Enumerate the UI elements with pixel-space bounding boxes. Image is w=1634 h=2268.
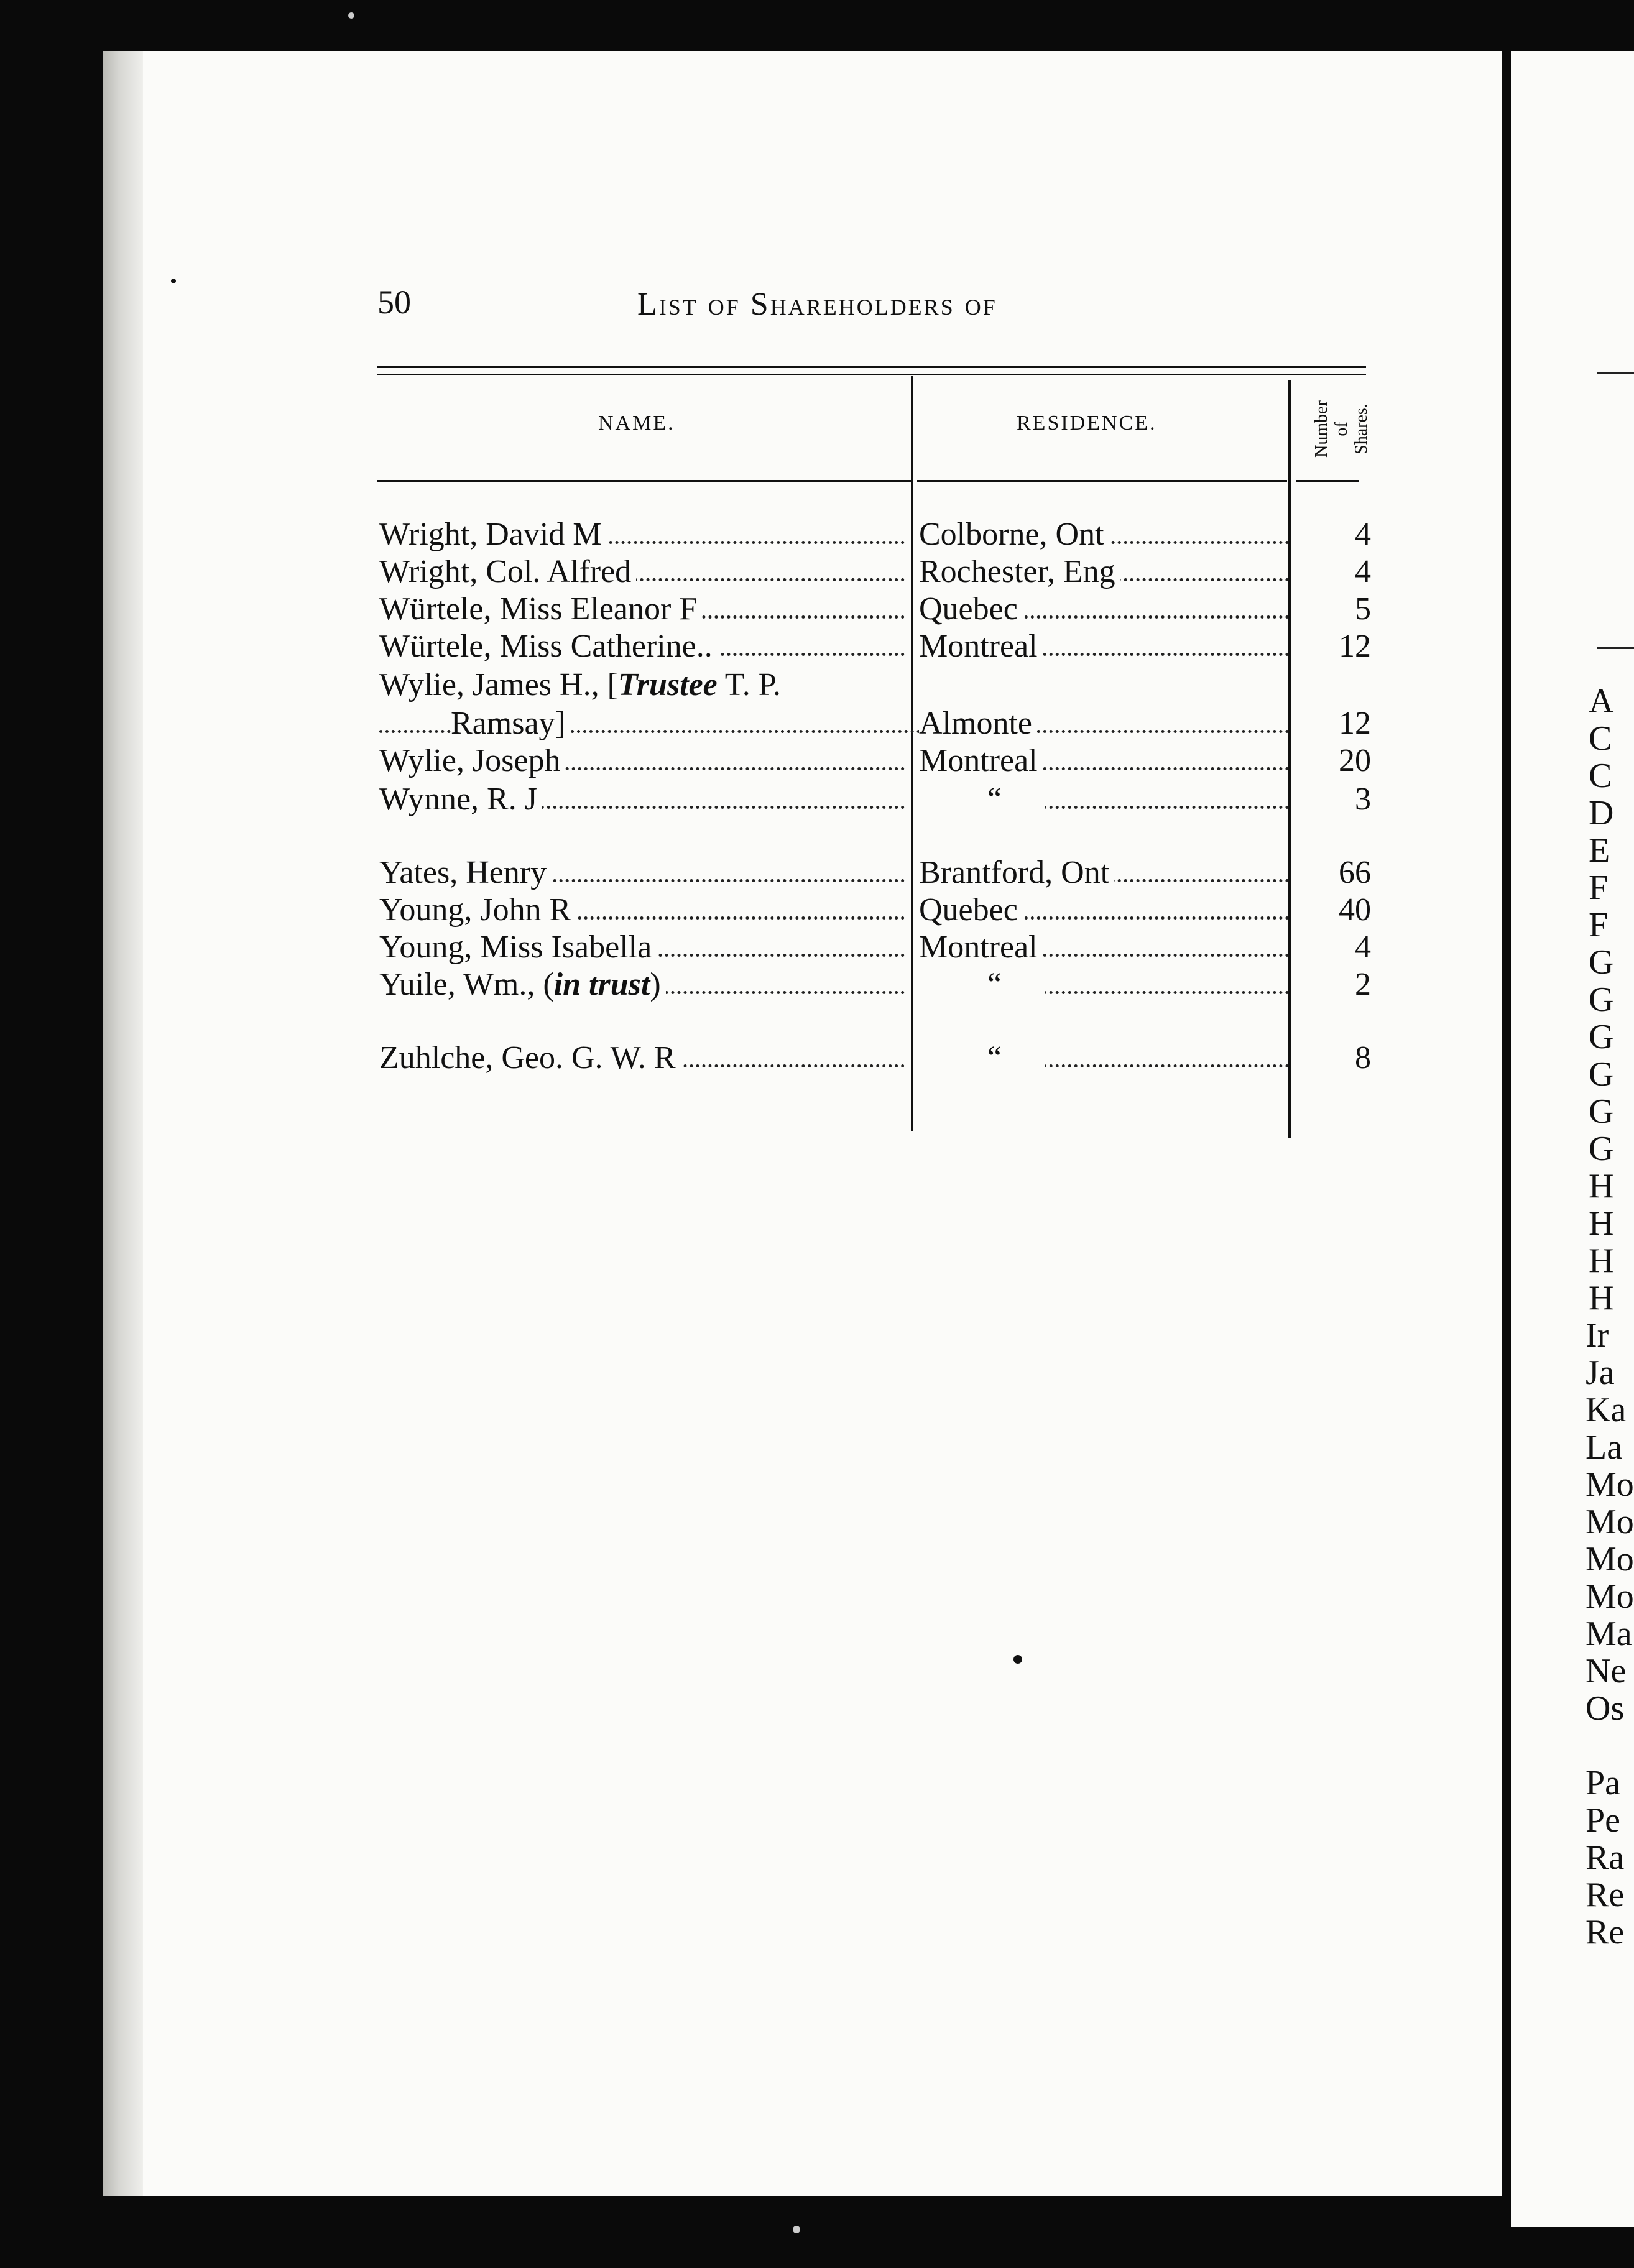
facing-page-letter: Re	[1586, 1913, 1625, 1952]
shareholder-name: Young, Miss Isabella	[379, 929, 905, 966]
table-row	[0, 929, 1634, 966]
shareholder-residence: Montreal	[919, 929, 1289, 966]
facing-page-letter: Ja	[1586, 1353, 1615, 1392]
facing-page-letter: G	[1589, 1055, 1614, 1094]
column-header-shares	[1306, 385, 1374, 472]
shares-header-line: Shares.	[1352, 403, 1371, 454]
facing-page-letter: C	[1589, 757, 1612, 795]
left-page	[103, 51, 1502, 2196]
facing-page-letter: Pe	[1586, 1801, 1620, 1840]
facing-page-letter: G	[1589, 1018, 1614, 1056]
header-rule-bottom-shares	[1296, 480, 1359, 482]
facing-page-letter: Mo	[1586, 1540, 1634, 1579]
table-row	[0, 705, 1634, 742]
shareholder-residence: Montreal	[919, 742, 1289, 779]
page-gutter-shadow	[103, 51, 143, 2196]
table-row	[0, 966, 1634, 1003]
shareholder-residence: “	[919, 966, 1289, 1003]
facing-page-letter: H	[1589, 1279, 1614, 1317]
table-row	[0, 854, 1634, 892]
facing-page-letter: A	[1589, 682, 1614, 721]
facing-page-letter: Mo	[1586, 1503, 1634, 1541]
shareholder-name: Yuile, Wm., (in trust)	[379, 966, 905, 1003]
share-count: 5	[1355, 591, 1371, 627]
facing-page-letter: E	[1589, 831, 1610, 870]
shareholder-name: Zuhlche, Geo. G. W. R	[379, 1040, 905, 1076]
facing-page-letter: G	[1589, 943, 1614, 982]
facing-page-letter: Ne	[1586, 1652, 1627, 1690]
header-rule-bottom-name	[377, 480, 912, 482]
shares-header-line: Number	[1312, 400, 1331, 458]
table-row	[0, 892, 1634, 929]
facing-page-letter: Ka	[1586, 1391, 1627, 1429]
facing-page-letter: Ra	[1586, 1838, 1625, 1877]
table-row	[0, 781, 1634, 818]
facing-page-letter: Pa	[1586, 1764, 1620, 1802]
page-number: 50	[377, 284, 411, 321]
table-row	[0, 1040, 1634, 1077]
shareholder-residence: Rochester, Eng	[919, 553, 1289, 590]
shareholder-name: Ramsay]	[379, 705, 976, 742]
shareholder-name: Wright, David M	[379, 516, 905, 553]
shares-header-line: of	[1332, 422, 1351, 436]
table-row	[0, 516, 1634, 553]
speck	[793, 2226, 800, 2233]
share-count: 12	[1339, 629, 1371, 664]
shareholder-residence: Quebec	[919, 591, 1289, 627]
shareholder-residence: Almonte	[919, 705, 1289, 742]
facing-page-letter: D	[1589, 794, 1614, 832]
table-row	[0, 742, 1634, 780]
facing-page-letter: Ir	[1586, 1316, 1609, 1355]
facing-page-letter: Mo	[1586, 1465, 1634, 1504]
shareholder-name: Wylie, Joseph	[379, 742, 905, 779]
shareholder-name: Wright, Col. Alfred	[379, 553, 905, 590]
facing-page-letter: F	[1589, 906, 1609, 944]
column-header-residence: RESIDENCE.	[1017, 412, 1157, 435]
share-count: 40	[1339, 892, 1371, 928]
speck	[348, 12, 354, 19]
shareholder-name: Yates, Henry	[379, 854, 905, 891]
share-count: 3	[1355, 781, 1371, 817]
shareholder-name: Wylie, James H., [Trustee T. P.	[379, 666, 905, 703]
facing-page-letter: H	[1589, 1204, 1614, 1243]
speck	[1013, 1655, 1022, 1664]
shareholder-residence: Colborne, Ont	[919, 516, 1289, 553]
share-count: 2	[1355, 967, 1371, 1002]
facing-page-letter: Os	[1586, 1689, 1625, 1728]
table-row	[0, 553, 1634, 591]
shareholder-name: Wynne, R. J	[379, 781, 905, 818]
shareholder-name: Würtele, Miss Eleanor F	[379, 591, 905, 627]
shareholder-residence: “	[919, 1040, 1289, 1076]
facing-page-letter: H	[1589, 1167, 1614, 1205]
facing-page-rule	[1597, 372, 1634, 374]
share-count: 4	[1355, 929, 1371, 965]
share-count: 8	[1355, 1040, 1371, 1076]
shareholder-name: Young, John R	[379, 892, 905, 928]
table-row	[0, 666, 1634, 704]
speck	[171, 279, 176, 284]
shareholder-name: Würtele, Miss Catherine..	[379, 628, 905, 665]
column-header-name: NAME.	[598, 412, 675, 435]
facing-page-letter: G	[1589, 980, 1614, 1019]
facing-page-letter: La	[1586, 1428, 1623, 1467]
share-count: 4	[1355, 517, 1371, 552]
header-rule-top	[377, 366, 1366, 368]
share-count: 4	[1355, 554, 1371, 589]
header-rule-top-thin	[377, 374, 1366, 375]
facing-page-letter	[1589, 1727, 1634, 1764]
shareholder-residence: “	[919, 781, 1289, 818]
share-count: 20	[1339, 743, 1371, 778]
running-title: List of Shareholders of	[637, 287, 997, 322]
table-row	[0, 591, 1634, 628]
shareholder-residence: Quebec	[919, 892, 1289, 928]
shareholder-residence: Montreal	[919, 628, 1289, 665]
facing-page-letter: F	[1589, 869, 1609, 907]
share-count: 12	[1339, 706, 1371, 741]
header-rule-bottom-residence	[917, 480, 1287, 482]
table-row	[0, 628, 1634, 665]
facing-page-letter: C	[1589, 719, 1612, 758]
facing-page-letter: Ma	[1586, 1615, 1632, 1653]
share-count: 66	[1339, 855, 1371, 890]
facing-page-letter: Mo	[1586, 1577, 1634, 1616]
facing-page-letter: G	[1589, 1130, 1614, 1168]
shareholder-residence: Brantford, Ont	[919, 854, 1289, 891]
facing-page-letter: Re	[1586, 1876, 1625, 1914]
facing-page-letter: G	[1589, 1092, 1614, 1131]
facing-page-letter: H	[1589, 1242, 1614, 1280]
